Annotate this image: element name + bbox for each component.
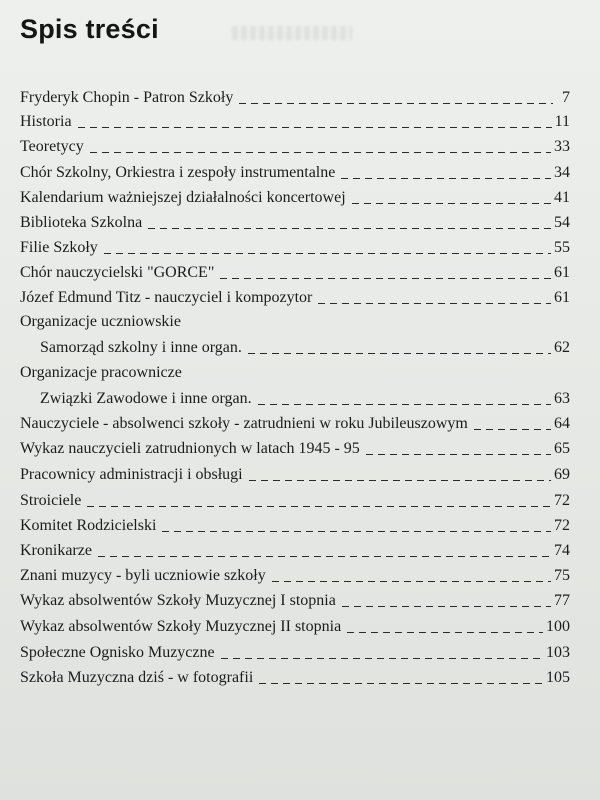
toc-entry-title: Pracownicy administracji i obsługi xyxy=(20,466,243,483)
toc-entry xyxy=(20,135,570,159)
toc-entry xyxy=(20,286,570,310)
toc-page-number: 72 xyxy=(554,517,570,534)
toc-entry xyxy=(20,412,570,436)
toc-leader-line xyxy=(272,581,551,582)
toc-entry-title: Fryderyk Chopin - Patron Szkoły xyxy=(20,89,234,106)
toc-entry xyxy=(20,564,570,588)
toc-entry xyxy=(20,641,570,665)
toc-page-number: 11 xyxy=(554,113,570,130)
toc-page-number: 55 xyxy=(554,239,570,256)
toc-entry-title: Józef Edmund Titz - nauczyciel i kompozytor xyxy=(20,289,313,306)
toc-entry-title: Znani muzycy - byli uczniowie szkoły xyxy=(20,567,266,584)
toc-entry-title: Wykaz nauczycieli zatrudnionych w latach 1945 - 95 xyxy=(20,440,360,457)
toc-page-number: 105 xyxy=(546,669,570,686)
toc-page-number: 54 xyxy=(554,214,570,231)
toc-leader-line xyxy=(318,303,551,304)
toc-entry-title: Historia xyxy=(20,113,72,130)
toc-leader-line xyxy=(162,531,551,532)
toc-page-number: 61 xyxy=(554,264,570,281)
toc-page-number: 33 xyxy=(554,138,570,155)
toc-entry-title: Chór Szkolny, Orkiestra i zespoły instrumentalne xyxy=(20,164,336,181)
toc-page-number: 100 xyxy=(546,618,570,635)
toc-entry-title: Chór nauczycielski "GORCE" xyxy=(20,264,215,281)
toc-page-number: 65 xyxy=(554,440,570,457)
toc-page-number: 69 xyxy=(554,466,570,483)
toc-entry xyxy=(20,186,570,210)
toc-entry-title: Teoretycy xyxy=(20,138,84,155)
toc-page-number: 74 xyxy=(554,542,570,559)
toc-entry xyxy=(20,261,570,285)
toc-leader-line xyxy=(366,454,551,455)
toc-page-number: 61 xyxy=(554,289,570,306)
toc-leader-line xyxy=(474,429,551,430)
toc-leader-line xyxy=(239,103,553,104)
toc-page-number: 34 xyxy=(554,164,570,181)
toc-leader-line xyxy=(78,127,552,128)
toc-entry xyxy=(40,387,570,411)
toc-entry xyxy=(20,463,570,487)
toc-leader-line xyxy=(259,683,543,684)
toc-entry-title: Związki Zawodowe i inne organ. xyxy=(40,390,252,407)
toc-page-number: 63 xyxy=(554,390,570,407)
toc-entry-title: Samorząd szkolny i inne organ. xyxy=(40,339,242,356)
toc-entry-title: Nauczyciele - absolwenci szkoły - zatrudnieni w roku Jubileuszowym xyxy=(20,415,468,432)
toc-entry xyxy=(20,437,570,461)
toc-leader-line xyxy=(220,278,551,279)
toc-entry xyxy=(40,336,570,360)
toc-page-number: 7 xyxy=(562,89,570,106)
toc-entry xyxy=(20,236,570,260)
toc-entry-title: Komitet Rodzicielski xyxy=(20,517,157,534)
toc-leader-line xyxy=(87,506,551,507)
toc-entry-title: Szkoła Muzyczna dziś - w fotografii xyxy=(20,669,254,686)
toc-entry xyxy=(20,666,570,690)
toc-page-number: 77 xyxy=(554,592,570,609)
toc-leader-line xyxy=(342,606,551,607)
toc-leader-line xyxy=(148,228,551,229)
toc-page-number: 62 xyxy=(554,339,570,356)
toc-entry xyxy=(20,110,570,134)
toc-entry-title: Społeczne Ognisko Muzyczne xyxy=(20,644,215,661)
toc-entry xyxy=(20,86,570,110)
toc-entry-title: Wykaz absolwentów Szkoły Muzycznej II stopnia xyxy=(20,618,342,635)
toc-section-heading: Organizacje uczniowskie xyxy=(20,313,181,330)
toc-entry xyxy=(20,161,570,185)
toc-entry xyxy=(20,539,570,563)
toc-entry-title: Kalendarium ważniejszej działalności koncertowej xyxy=(20,189,346,206)
toc-leader-line xyxy=(98,556,551,557)
toc-page-number: 75 xyxy=(554,567,570,584)
toc-entry xyxy=(20,615,570,639)
toc-leader-line xyxy=(104,253,551,254)
toc-entry xyxy=(20,489,570,513)
toc-entry-title: Kronikarze xyxy=(20,542,92,559)
toc-entry-title: Biblioteka Szkolna xyxy=(20,214,143,231)
toc-entry-title: Filie Szkoły xyxy=(20,239,98,256)
toc-section-heading: Organizacje pracownicze xyxy=(20,364,182,381)
toc-leader-line xyxy=(258,404,551,405)
toc-leader-line xyxy=(341,178,551,179)
toc-page-number: 103 xyxy=(546,644,570,661)
toc-leader-line xyxy=(347,632,543,633)
toc-leader-line xyxy=(249,480,551,481)
show-through-text xyxy=(232,26,352,40)
toc-entry-title: Wykaz absolwentów Szkoły Muzycznej I stopnia xyxy=(20,592,336,609)
toc-entry xyxy=(20,211,570,235)
page-title: Spis treści xyxy=(20,14,159,44)
toc-entry-title: Stroiciele xyxy=(20,492,82,509)
toc-leader-line xyxy=(221,658,543,659)
toc-leader-line xyxy=(90,152,551,153)
toc-entry xyxy=(20,589,570,613)
toc-leader-line xyxy=(248,353,551,354)
toc-page-number: 64 xyxy=(554,415,570,432)
toc-entry xyxy=(20,514,570,538)
toc-page-number: 72 xyxy=(554,492,570,509)
toc-leader-line xyxy=(352,203,551,204)
toc-page-number: 41 xyxy=(554,189,570,206)
